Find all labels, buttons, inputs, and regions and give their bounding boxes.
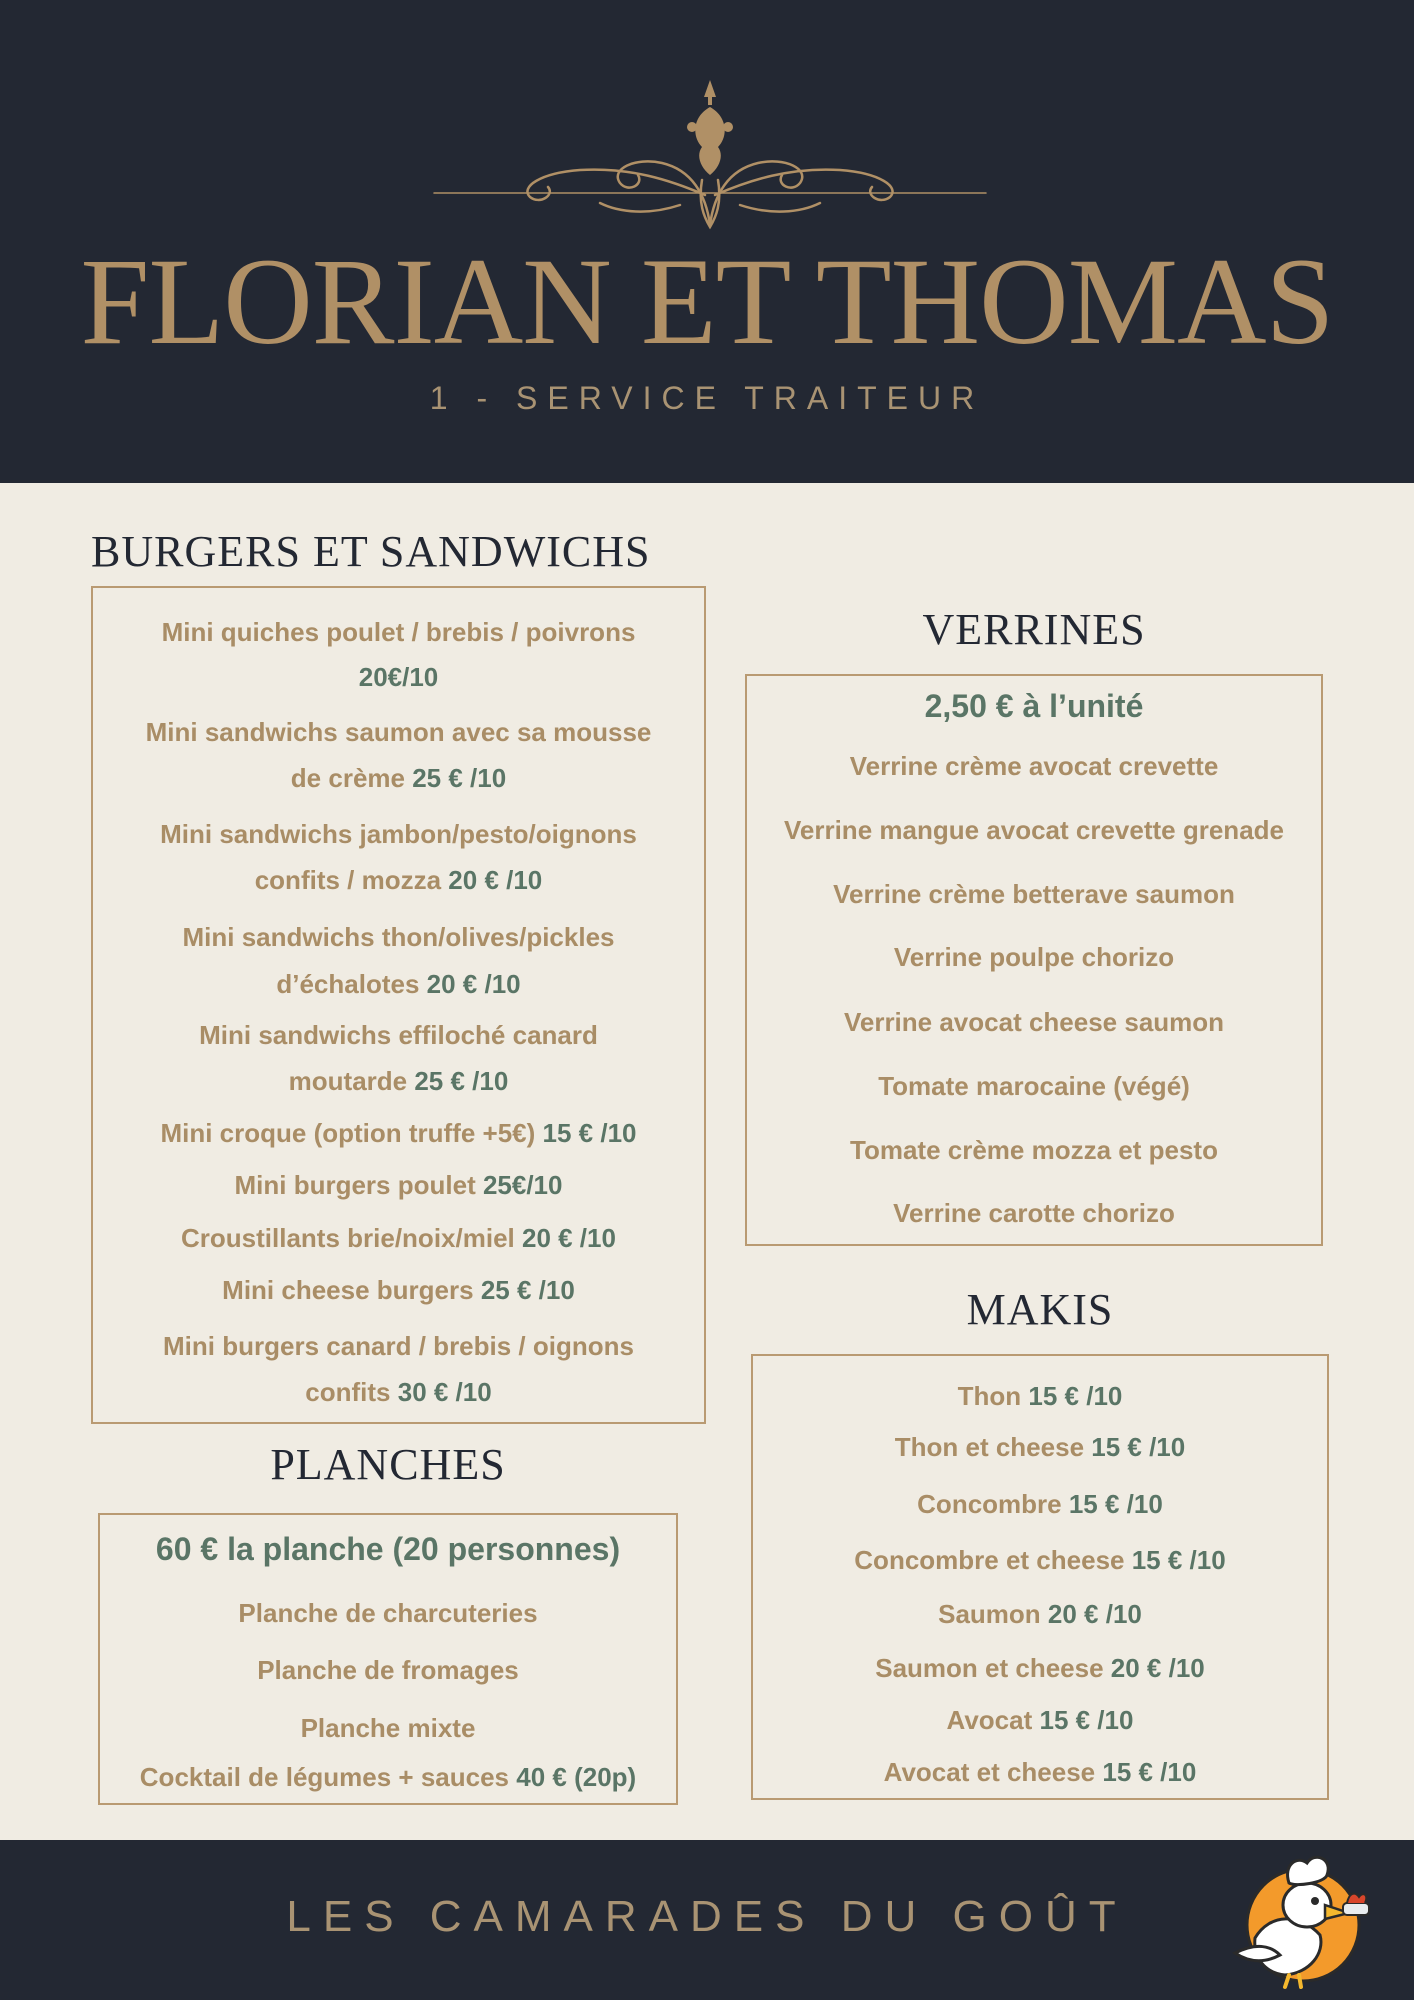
section-title-makis: MAKIS — [966, 1285, 1114, 1334]
menu-item: Mini sandwichs jambon/pesto/oignons — [160, 819, 637, 849]
makis-menu-box — [751, 1354, 1329, 1800]
menu-item: Concombre 15 € /10 — [917, 1489, 1163, 1519]
item-price: 25€/10 — [482, 1170, 563, 1200]
menu-item: Saumon et cheese 20 € /10 — [875, 1653, 1205, 1683]
item-price: 15 € /10 — [1028, 1381, 1123, 1411]
item-price: 30 € /10 — [397, 1377, 492, 1407]
item-price: 25 € /10 — [414, 1066, 509, 1096]
item-price: 20 € /10 — [521, 1223, 616, 1253]
menu-item: Concombre et cheese 15 € /10 — [854, 1545, 1226, 1575]
menu-item: Croustillants brie/noix/miel 20 € /10 — [181, 1223, 616, 1253]
item-price: 15 € /10 — [1068, 1489, 1163, 1519]
flourish-ornament-icon — [430, 75, 990, 235]
planches-menu-box — [98, 1513, 678, 1805]
menu-item: Mini sandwichs thon/olives/pickles — [182, 922, 615, 952]
menu-item: Verrine mangue avocat crevette grenade — [783, 815, 1284, 845]
item-price: 25 € /10 — [480, 1275, 575, 1305]
menu-item: Cocktail de légumes + sauces 40 € (20p) — [139, 1762, 637, 1792]
footer-tagline: LES CAMARADES DU GOÛT — [286, 1892, 1128, 1941]
menu-item: Avocat et cheese 15 € /10 — [883, 1757, 1197, 1787]
item-price: 25 € /10 — [412, 763, 507, 793]
item-price: 15 € /10 — [1131, 1545, 1226, 1575]
section-title-verrines: VERRINES — [922, 605, 1146, 654]
menu-item: Verrine crème betterave saumon — [833, 879, 1235, 909]
menu-item: Mini croque (option truffe +5€) 15 € /10 — [160, 1118, 637, 1148]
brand-title: FLORIAN ET THOMAS — [80, 233, 1334, 370]
footer-banner — [0, 1840, 1414, 2000]
menu-item: d’échalotes 20 € /10 — [276, 969, 521, 999]
menu-item: Planche mixte — [300, 1713, 476, 1743]
menu-item: confits / mozza 20 € /10 — [254, 865, 543, 895]
menu-item: Mini cheese burgers 25 € /10 — [222, 1275, 575, 1305]
menu-item: Tomate crème mozza et pesto — [850, 1135, 1218, 1165]
menu-item: Verrine avocat cheese saumon — [843, 1007, 1225, 1037]
menu-item: Thon 15 € /10 — [957, 1381, 1123, 1411]
menu-item: Mini burgers poulet 25€/10 — [234, 1170, 563, 1200]
menu-item: Avocat 15 € /10 — [946, 1705, 1134, 1735]
menu-item: Mini burgers canard / brebis / oignons — [163, 1331, 634, 1361]
menu-item: de crème 25 € /10 — [290, 763, 507, 793]
item-price: 20 € /10 — [448, 865, 543, 895]
menu-item: Planche de charcuteries — [238, 1598, 538, 1628]
menu-item: moutarde 25 € /10 — [288, 1066, 509, 1096]
item-price: 15 € /10 — [542, 1118, 637, 1148]
menu-item — [93, 661, 704, 693]
verrines-price-note: 2,50 € à l’unité — [924, 688, 1144, 724]
menu-item: Planche de fromages — [257, 1655, 519, 1685]
menu-item: Mini quiches poulet / brebis / poivrons — [161, 617, 636, 647]
verrines-menu-box — [745, 674, 1323, 1246]
menu-item: Thon et cheese 15 € /10 — [894, 1432, 1186, 1462]
menu-item: Tomate marocaine (végé) — [878, 1071, 1190, 1101]
menu-item: Verrine poulpe chorizo — [893, 942, 1175, 972]
menu-item: confits 30 € /10 — [305, 1377, 492, 1407]
brand-subtitle: 1 - SERVICE TRAITEUR — [429, 380, 985, 416]
item-price: 15 € /10 — [1039, 1705, 1134, 1735]
item-price: 20€/10 — [358, 662, 439, 692]
header-banner — [0, 0, 1414, 483]
item-price: 20 € /10 — [1047, 1599, 1142, 1629]
menu-item: Mini sandwichs effiloché canard — [199, 1020, 598, 1050]
burgers-menu-box — [91, 586, 706, 1424]
seagull-chef-mascot-icon — [1225, 1843, 1375, 1993]
item-price: 40 € (20p) — [516, 1762, 637, 1792]
planches-price-note: 60 € la planche (20 personnes) — [155, 1531, 621, 1567]
menu-item: Verrine carotte chorizo — [893, 1198, 1175, 1228]
item-price: 15 € /10 — [1102, 1757, 1197, 1787]
menu-item: Saumon 20 € /10 — [938, 1599, 1142, 1629]
menu-item: Mini sandwichs saumon avec sa mousse — [145, 717, 652, 747]
item-price: 20 € /10 — [1110, 1653, 1205, 1683]
item-price: 15 € /10 — [1091, 1432, 1186, 1462]
section-title-burgers: BURGERS ET SANDWICHS — [91, 527, 651, 576]
section-title-planches: PLANCHES — [270, 1440, 506, 1489]
menu-item: Verrine crème avocat crevette — [849, 751, 1219, 781]
item-price: 20 € /10 — [426, 969, 521, 999]
